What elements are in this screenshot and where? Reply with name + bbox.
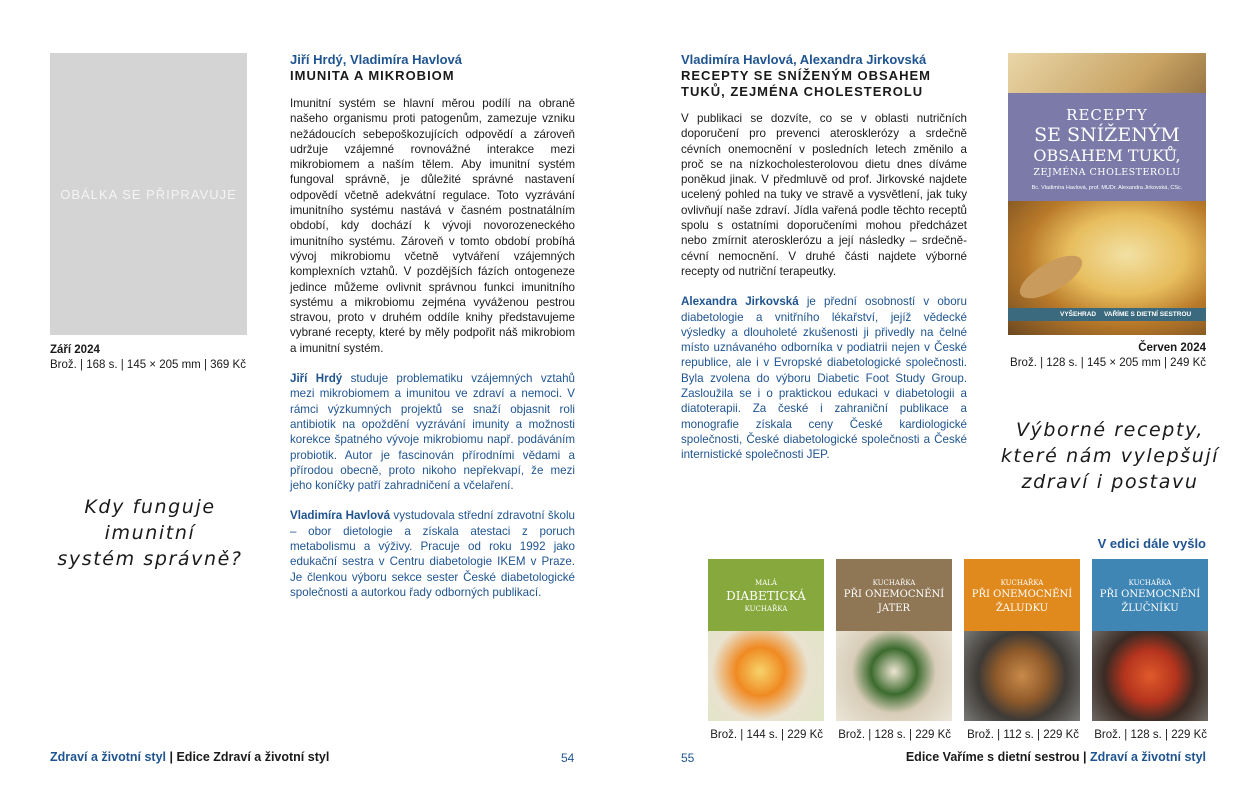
- cover-subtitle: ZEJMÉNA CHOLESTEROLU: [1033, 167, 1181, 178]
- release-date: Červen 2024: [1138, 342, 1206, 354]
- cover-title-band: [1008, 93, 1206, 201]
- thumb-title-line: JATER: [877, 603, 911, 614]
- thumb-title-line: ŽLUČNÍKU: [1121, 603, 1179, 614]
- author-bio-text: je přední osobností v oboru diabetologie a vnitřního lékařství, jejíž vědecké výsledky a dlouholeté zkušenosti ji přivedly na čelné místo uznávaného odborníka v podiatrii nejen v České republice, ale i v Evropské diabetologické společnosti. Byla zvolena do výboru Diabetic Foot Study Group. Zasloužila se i o praktickou edukaci v diabetologii a diatoterapii. Za české i zahraniční publikace a monografie získala ceny České kardiologické společnosti, České diabetologické společnosti a České internistické společnosti JEP.: [681, 295, 967, 462]
- book-cover: [1008, 53, 1206, 335]
- author-bio-text: vystudovala střední zdravotní školu – obor dietologie a získala atestaci z poruch metabolismu a výživy. Pracuje od roku 1992 jako edukační sestra v Centru diabetologie IKEM v Praze. Je členkou výboru sekce sester České diabetologické společnosti a autorkou řady odborných publikací.: [290, 509, 575, 599]
- cover-publisher: VYŠEHRAD: [1060, 311, 1097, 318]
- pull-quote-right: [995, 417, 1225, 495]
- release-date: Září 2024: [50, 344, 100, 356]
- series-book-cover: [1092, 559, 1208, 721]
- series-book-price: Brož. | 128 s. | 229 Kč: [1094, 729, 1207, 741]
- thumb-title-line: ŽALUDKU: [995, 603, 1049, 614]
- quote-line: Výborné recepty,: [1015, 419, 1205, 441]
- thumb-title-line: KUCHAŘKA: [744, 605, 788, 613]
- cover-series-strip: [1008, 308, 1206, 321]
- quote-line: zdraví i postavu: [1021, 471, 1199, 493]
- series-book-cover: [964, 559, 1080, 721]
- book-meta-right: [1000, 341, 1206, 371]
- book-meta-left: [50, 343, 250, 373]
- footer-category: Zdraví a životní styl: [1089, 750, 1206, 764]
- cover-placeholder-label: OBÁLKA SE PŘIPRAVUJE: [60, 186, 237, 202]
- author-bio: [290, 371, 575, 493]
- book-title-line: RECEPTY SE SNÍŽENÝM OBSAHEM: [681, 68, 931, 83]
- series-book-price: Brož. | 112 s. | 229 Kč: [967, 729, 1079, 741]
- thumb-title-band: [1092, 559, 1208, 631]
- thumb-title-line: MALÁ: [755, 579, 777, 587]
- cover-placeholder: [50, 53, 247, 335]
- thumb-title-band: [708, 559, 824, 631]
- book-header-left: [290, 52, 580, 84]
- thumb-title-line: KUCHAŘKA: [1128, 579, 1172, 587]
- footer-separator: |: [166, 750, 177, 764]
- thumb-title-band: [964, 559, 1080, 631]
- book-description: Imunitní systém se hlavní měrou podílí na obraně našeho organismu proti patogenům, zamezuje vzniku nežádoucích sebepoškozujících odpovědí a zároveň udržuje vzájemné rovnovážné interakce mezi mikrobiomem a naším tělem. Aby imunitní systém fungoval správně, je důležité správné nastavení odpovědí včetně adekvátní regulace. Toto vyzrávání imunitního systému nastává v časném postnatálním období, kdy dochází k vývoji novorozeneckého imunitního systému. Zároveň v tomto období probíhá vývoj mikrobiomu včetně vytváření vzájemných komplexních vztahů. V pozdějších fázích ontogeneze jedince můžeme ovlivnit správnou funkci imunitního systému a mikrobiomu zejména vyváženou pestrou stravou, proto v druhém oddíle knihy představujeme vybrané recepty, které by měly podpořit náš mikrobiom a imunitní systém.: [290, 97, 575, 355]
- footer-series: Edice Zdraví a životní styl: [176, 750, 330, 764]
- book-description: V publikaci se dozvíte, co se v oblasti nutričních doporučení pro prevenci aterosklerózy a srdečně cévních onemocnění v posledních letech změnilo a proč se na nízkocholesterolovou dietu dnes díváme poněkud jinak. V předmluvě od prof. Jirkovské najdete ucelený pohled na tuky ve stravě a vysvětlení, jak tuky ovlivňují naše zdraví. Jídla vařená podle těchto receptů spolu s ostatními doporučeními mohou předcházet nebo zmírnit aterosklerózu a její následky – srdečně-cévní nemocnění. V druhé části najdete výborné recepty od nutriční terapeutky.: [681, 112, 967, 278]
- series-heading: V edici dále vyšlo: [1097, 536, 1206, 551]
- book-authors: Vladimíra Havlová, Alexandra Jirkovská: [681, 52, 927, 67]
- thumb-title-line: KUCHAŘKA: [1000, 579, 1044, 587]
- thumb-title-line: PŘI ONEMOCNĚNÍ: [971, 589, 1073, 600]
- cover-series: VAŘÍME S DIETNÍ SESTROU: [1103, 311, 1192, 318]
- quote-line: které nám vylepšují: [1000, 445, 1220, 467]
- footer-right: [850, 750, 1206, 764]
- series-book-price: Brož. | 128 s. | 229 Kč: [838, 729, 951, 741]
- book-title-line: TUKŮ, ZEJMÉNA CHOLESTEROLU: [681, 84, 924, 99]
- quote-line: Kdy funguje: [84, 496, 216, 518]
- book-header-right: [681, 52, 981, 100]
- book-title: IMUNITA A MIKROBIOM: [290, 68, 455, 83]
- series-book-cover: [708, 559, 824, 721]
- thumb-title-line: KUCHAŘKA: [872, 579, 916, 587]
- cover-authors: Bc. Vladimíra Havlová, prof. MUDr. Alexandra Jirkovská, CSc.: [1031, 185, 1183, 191]
- thumb-title-band: [836, 559, 952, 631]
- series-book-price: Brož. | 144 s. | 229 Kč: [710, 729, 823, 741]
- thumb-food-image: [1092, 631, 1208, 721]
- book-authors: Jiří Hrdý, Vladimíra Havlová: [290, 52, 462, 67]
- author-name: Vladimíra Havlová: [290, 509, 391, 523]
- footer-category: Zdraví a životní styl: [50, 750, 167, 764]
- thumb-food-image: [708, 631, 824, 721]
- footer-left: [50, 750, 380, 764]
- book-text-right: [681, 111, 967, 478]
- thumb-title-line: PŘI ONEMOCNĚNÍ: [843, 589, 945, 600]
- quote-line: systém správně?: [57, 548, 243, 570]
- page-number-left: 54: [561, 751, 575, 765]
- footer-series: Edice Vaříme s dietní sestrou: [905, 750, 1080, 764]
- footer-separator: |: [1079, 750, 1090, 764]
- cover-title-line: OBSAHEM TUKŮ,: [1033, 146, 1181, 165]
- author-name: Jiří Hrdý: [290, 372, 343, 386]
- thumb-title-line: PŘI ONEMOCNĚNÍ: [1099, 589, 1201, 600]
- author-bio: [681, 294, 967, 462]
- thumb-food-image: [836, 631, 952, 721]
- author-name: Alexandra Jirkovská: [681, 295, 799, 309]
- author-bio: [290, 508, 575, 600]
- cover-title-line: RECEPTY: [1066, 106, 1148, 124]
- book-text-left: [290, 96, 575, 615]
- thumb-title-line: DIABETICKÁ: [726, 589, 806, 603]
- quote-line: imunitní: [104, 522, 196, 544]
- page-number-right: 55: [681, 751, 695, 765]
- series-book-cover: [836, 559, 952, 721]
- pull-quote-left: [40, 494, 260, 572]
- author-bio-text: studuje problematiku vzájemných vztahů mezi mikrobiomem a imunitou ve zdraví a nemoci. V rámci výzkumných projektů se snaží objasnit roli antibiotik na opoždění vyzrávání imunity a možnosti korekce špatného vývoje mikrobiomu např. podáváním probiotik. Autor je fascinován přírodními vědami a přírodou obecně, proto nikoho nepřekvapí, že mezi jeho koníčky patří zahradničení a včelaření.: [290, 372, 575, 493]
- cover-title-line: SE SNÍŽENÝM: [1034, 124, 1180, 146]
- thumb-food-image: [964, 631, 1080, 721]
- book-specs: Brož. | 168 s. | 145 × 205 mm | 369 Kč: [50, 359, 246, 371]
- book-specs: Brož. | 128 s. | 145 × 205 mm | 249 Kč: [1010, 357, 1206, 369]
